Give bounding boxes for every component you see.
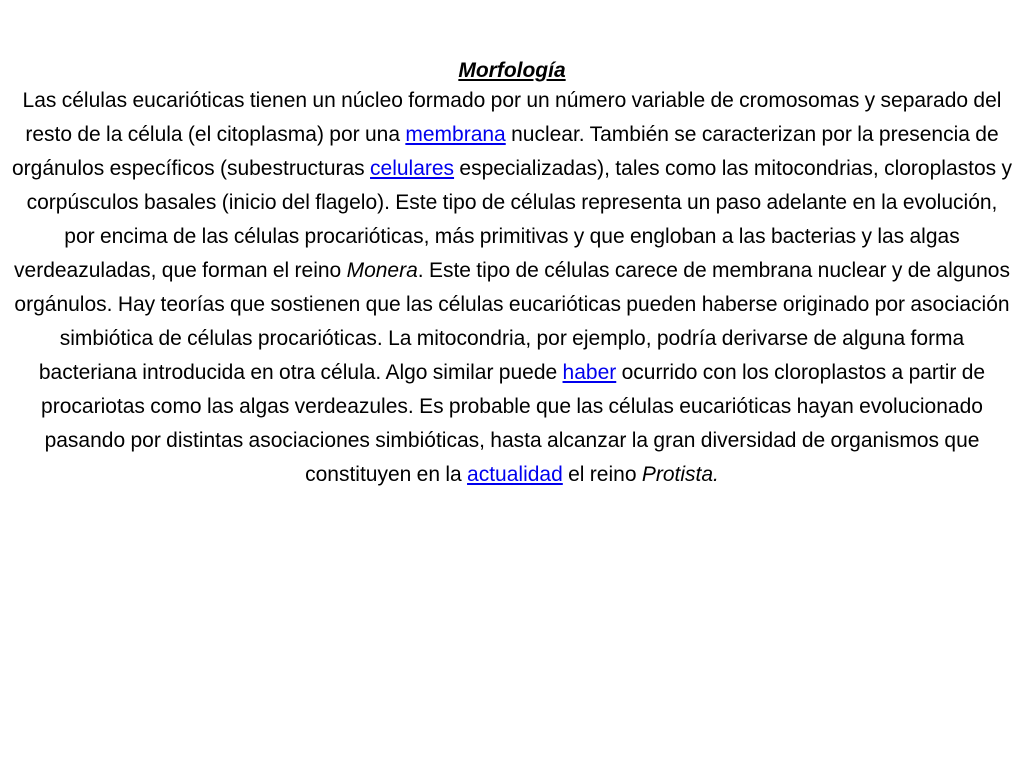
text-segment-6: el reino xyxy=(562,463,642,486)
text-segment-3: especializadas), tales como las mitocondrias, cloroplastos y corpúsculos basales (inicio del flagelo). Este tipo de células representa un paso adelante en la evolución, por encima de las células procarióticas, más primitivas y que engloban a las bacterias y las algas verdeazuladas, que forman el reino xyxy=(14,157,1012,282)
text-segment-2: nuclear. También se caracterizan por la presencia de orgánulos específicos (subestructuras xyxy=(12,123,999,180)
link-actualidad[interactable]: actualidad xyxy=(467,463,563,486)
link-membrana[interactable]: membrana xyxy=(405,123,506,146)
slide-heading: Morfología xyxy=(458,59,566,82)
text-segment-1: Las células eucarióticas tienen un núcleo formado por un número variable de cromosomas y separado del resto de la célula (el citoplasma) por una xyxy=(22,89,1002,146)
link-celulares[interactable]: celulares xyxy=(370,157,455,180)
text-segment-4: . Este tipo de células carece de membrana nuclear y de algunos orgánulos. Hay teorías que sostienen que las células eucarióticas pueden haberse originado por asociación simbiótica de células procarióticas. La mitocondria, por ejemplo, podría derivarse de alguna forma bacteriana introducida en otra célula. Algo similar puede xyxy=(14,259,1010,384)
text-segment-5: ocurrido con los cloroplastos a partir de procariotas como las algas verdeazules. Es probable que las células eucarióticas hayan evolucionado pasando por distintas asociaciones simbióticas, hasta alcanzar la gran diversidad de organismos que constituyen en la xyxy=(41,361,986,486)
link-haber[interactable]: haber xyxy=(562,361,617,384)
italic-protista: Protista. xyxy=(641,463,719,486)
italic-monera: Monera xyxy=(346,259,418,282)
body-paragraph xyxy=(10,84,1014,492)
